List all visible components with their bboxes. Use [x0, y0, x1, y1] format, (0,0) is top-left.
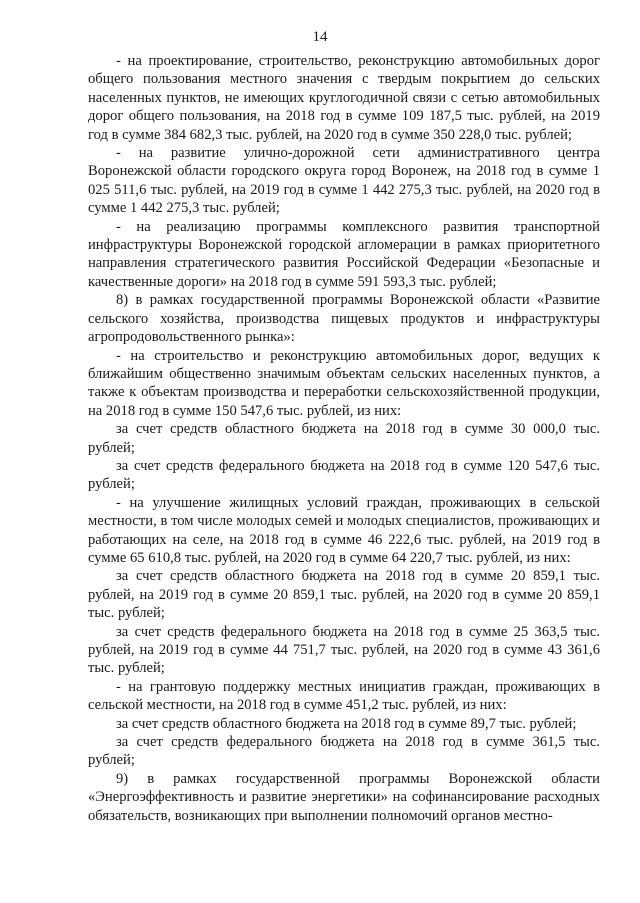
document-body	[88, 52, 600, 825]
paragraph-federal-budget-housing: за счет средств федерального бюджета на 2018 год в сумме 25 363,5 тыс. рублей, на 2019 год в сумме 44 751,7 тыс. рублей, на 2020 год в сумме 43 361,6 тыс. рублей;	[88, 623, 600, 677]
paragraph-regional-budget-housing: за счет средств областного бюджета на 2018 год в сумме 20 859,1 тыс. рублей, на 2019 год в сумме 20 859,1 тыс. рублей, на 2020 год в сумме 20 859,1 тыс. рублей;	[88, 568, 600, 622]
paragraph-road-design: - на проектирование, строительство, реконструкцию автомобильных дорог общего пользования местного значения с твердым покрытием до сельских населенных пунктов, не имеющих круглогодичной связи с сетью автомобильных дорог общего пользования, на 2018 год в сумме 109 187,5 тыс. рублей, на 2019 год в сумме 384 682,3 тыс. рублей, на 2020 год в сумме 350 228,0 тыс. рублей;	[88, 53, 600, 143]
paragraph-federal-budget-grant: за счет средств федерального бюджета на 2018 год в сумме 361,5 тыс. рублей;	[88, 734, 600, 769]
paragraph-street-network: - на развитие улично-дорожной сети административного центра Воронежской области городского округа город Воронеж, на 2018 год в сумме 1 025 511,6 тыс. рублей, на 2019 год в сумме 1 442 275,3 тыс. рублей, на 2020 год в сумме 1 442 275,3 тыс. рублей;	[88, 145, 600, 217]
paragraph-regional-budget-grant: за счет средств областного бюджета на 2018 год в сумме 89,7 тыс. рублей;	[116, 715, 577, 732]
paragraph-grant-support: - на грантовую поддержку местных инициатив граждан, проживающих в сельской местности, на 2018 год в сумме 451,2 тыс. рублей, из них:	[88, 678, 600, 714]
paragraph-rural-housing: - на улучшение жилищных условий граждан, проживающих в сельской местности, в том числе молодых семей и молодых специалистов, проживающих и работающих на селе, на 2018 год в сумме 46 222,6 тыс. рублей, на 2019 год в сумме 65 610,8 тыс. рублей, на 2020 год в сумме 64 220,7 тыс. рублей, из них:	[88, 494, 600, 566]
paragraph-item-9: 9) в рамках государственной программы Воронежской области «Энергоэффективность и развитие энергетики» на софинансирование расходных обязательств, возникающих при выполнении полномочий органов местно-	[88, 770, 600, 824]
paragraph-federal-budget-roads: за счет средств федерального бюджета на 2018 год в сумме 120 547,6 тыс. рублей;	[88, 457, 600, 493]
paragraph-transport-program: - на реализацию программы комплексного развития транспортной инфраструктуры Воронежской городской агломерации в рамках приоритетного направления стратегического развития Российской Федерации «Безопасные и качественные дороги» на 2018 год в сумме 591 593,3 тыс. рублей;	[88, 218, 600, 290]
page-number: 14	[312, 29, 328, 45]
paragraph-item-8: 8) в рамках государственной программы Воронежской области «Развитие сельского хозяйства, производства пищевых продуктов и инфраструктуры агропродовольственного рынка»:	[88, 292, 600, 346]
paragraph-rural-roads: - на строительство и реконструкцию автомобильных дорог, ведущих к ближайшим общественно значимым объектам сельских населенных пунктов, а также к объектам производства и переработки сельскохозяйственной продукции, на 2018 год в сумме 150 547,6 тыс. рублей, из них:	[88, 347, 600, 419]
paragraph-regional-budget-roads: за счет средств областного бюджета на 2018 год в сумме 30 000,0 тыс. рублей;	[88, 421, 600, 456]
